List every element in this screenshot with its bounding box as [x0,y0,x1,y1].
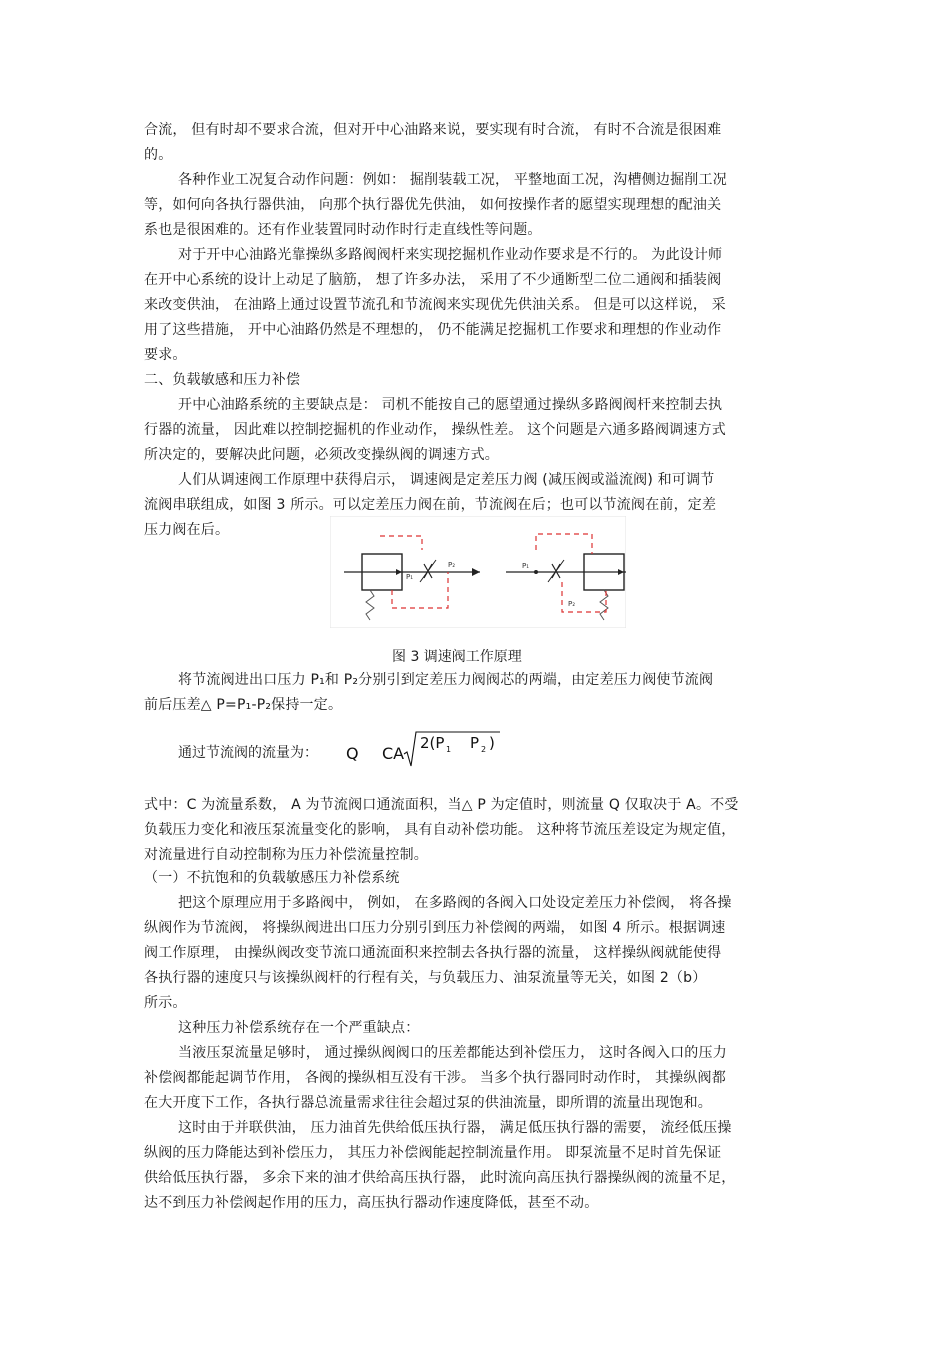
formula-p2: P [470,734,480,752]
text-line: 补偿阀都能起调节作用， 各阀的操纵相互没有干涉。 当多个执行器同时动作时， 其操纵阀都 [144,1070,726,1086]
text-line: 等，如何向各执行器供油， 向那个执行器优先供油， 如何按操作者的愿望实现理想的配油关 [144,197,722,213]
text-line: 的。 [144,147,173,163]
text-line: 纵阀的压力降能达到补偿压力， 其压力补偿阀能起控制流量作用。 即泵流量不足时首先保证 [144,1145,722,1161]
text-line: 前后压差△ P=P₁-P₂保持一定。 [144,697,343,713]
text-line: 当液压泵流量足够时， 通过操纵阀阀口的压差都能达到补偿压力， 这时各阀入口的压力 [178,1045,727,1061]
figure-caption: 图 3 调速阀工作原理 [392,649,522,665]
formula-close: ) [489,734,495,752]
text-line: 开中心油路系统的主要缺点是： 司机不能按自己的愿望通过操纵多路阀阀杆来控制去执 [178,397,723,413]
text-line: 各种作业工况复合动作问题：例如： 掘削装载工况， 平整地面工况，沟槽侧边掘削工况 [178,172,727,188]
flow-formula [340,728,510,772]
label-p2-right: P₂ [568,600,576,608]
valve-diagram-figure [330,516,626,628]
text-line: 系也是很困难的。还有作业装置同时动作时行走直线性等问题。 [144,222,542,238]
formula-inner: 2(P [420,734,445,752]
text-line: 在开中心系统的设计上动足了脑筋， 想了许多办法， 采用了不少通断型二位二通阀和插装阀 [144,272,722,288]
formula-sub1: 1 [446,745,452,754]
label-p1-left: P₁ [406,573,414,581]
label-p2-left: P₂ [448,561,456,569]
text-line: 各执行器的速度只与该操纵阀杆的行程有关，与负载压力、油泵流量等无关，如图 2（b） [144,970,707,986]
formula-q: Q [346,744,359,763]
text-line: 行器的流量， 因此难以控制挖掘机的作业动作， 操纵性差。 这个问题是六通多路阀调速方式 [144,422,726,438]
label-p1-right: P₁ [522,562,530,570]
text-line: 负载压力变化和液压泵流量变化的影响， 具有自动补偿功能。 这种将节流压差设定为规定值， [144,822,736,838]
text-line: 式中：C 为流量系数， A 为节流阀口通流面积，当△ P 为定值时，则流量 Q 仅取决于 A。不受 [144,797,739,813]
section-heading: 二、负载敏感和压力补偿 [144,372,301,388]
text-line: 压力阀在后。 [144,522,230,538]
text-line: 用了这些措施， 开中心油路仍然是不理想的， 仍不能满足挖掘机工作要求和理想的作业动作 [144,322,722,338]
text-line: 达不到压力补偿阀起作用的压力，高压执行器动作速度降低，甚至不动。 [144,1195,599,1211]
text-line: 人们从调速阀工作原理中获得启示， 调速阀是定差压力阀 (减压阀或溢流阀) 和可调节 [178,472,715,488]
text-line: 阀工作原理， 由操纵阀改变节流口通流面积来控制去各执行器的流量， 这样操纵阀就能使得 [144,945,722,961]
text-line: 要求。 [144,347,187,363]
text-line: 对于开中心油路光靠操纵多路阀阀杆来实现挖掘机作业动作要求是不行的。 为此设计师 [178,247,723,263]
text-line: 将节流阀进出口压力 P₁和 P₂分别引到定差压力阀阀芯的两端，由定差压力阀使节流阀 [178,672,714,688]
text-line: 流阀串联组成，如图 3 所示。可以定差压力阀在前，节流阀在后；也可以节流阀在前，定差 [144,497,717,513]
formula-label: 通过节流阀的流量为： [178,745,318,761]
text-line: 合流， 但有时却不要求合流，但对开中心油路来说，要实现有时合流， 有时不合流是很困难 [144,122,722,138]
formula-ca: CA [382,744,405,763]
text-line: 这种压力补偿系统存在一个严重缺点： [178,1020,420,1036]
text-line: 供给低压执行器， 多余下来的油才供给高压执行器， 此时流向高压执行器操纵阀的流量不足， [144,1170,736,1186]
text-line: 纵阀作为节流阀， 将操纵阀进出口压力分别引到压力补偿阀的两端， 如图 4 所示。根据调速 [144,920,726,936]
subsection-heading: （一）不抗饱和的负载敏感压力补偿系统 [144,870,400,886]
text-line: 对流量进行自动控制称为压力补偿流量控制。 [144,847,428,863]
text-line: 所决定的，要解决此问题，必须改变操纵阀的调速方式。 [144,447,499,463]
text-line: 在大开度下工作，各执行器总流量需求往往会超过泵的供油流量，即所谓的流量出现饱和。 [144,1095,712,1111]
text-line: 所示。 [144,995,187,1011]
formula-sub2: 2 [481,745,487,754]
text-line: 这时由于并联供油， 压力油首先供给低压执行器， 满足低压执行器的需要， 流经低压操 [178,1120,732,1136]
text-line: 把这个原理应用于多路阀中， 例如， 在多路阀的各阀入口处设定差压力补偿阀， 将各操 [178,895,732,911]
text-line: 来改变供油， 在油路上通过设置节流孔和节流阀来实现优先供油关系。 但是可以这样说， 采 [144,297,726,313]
